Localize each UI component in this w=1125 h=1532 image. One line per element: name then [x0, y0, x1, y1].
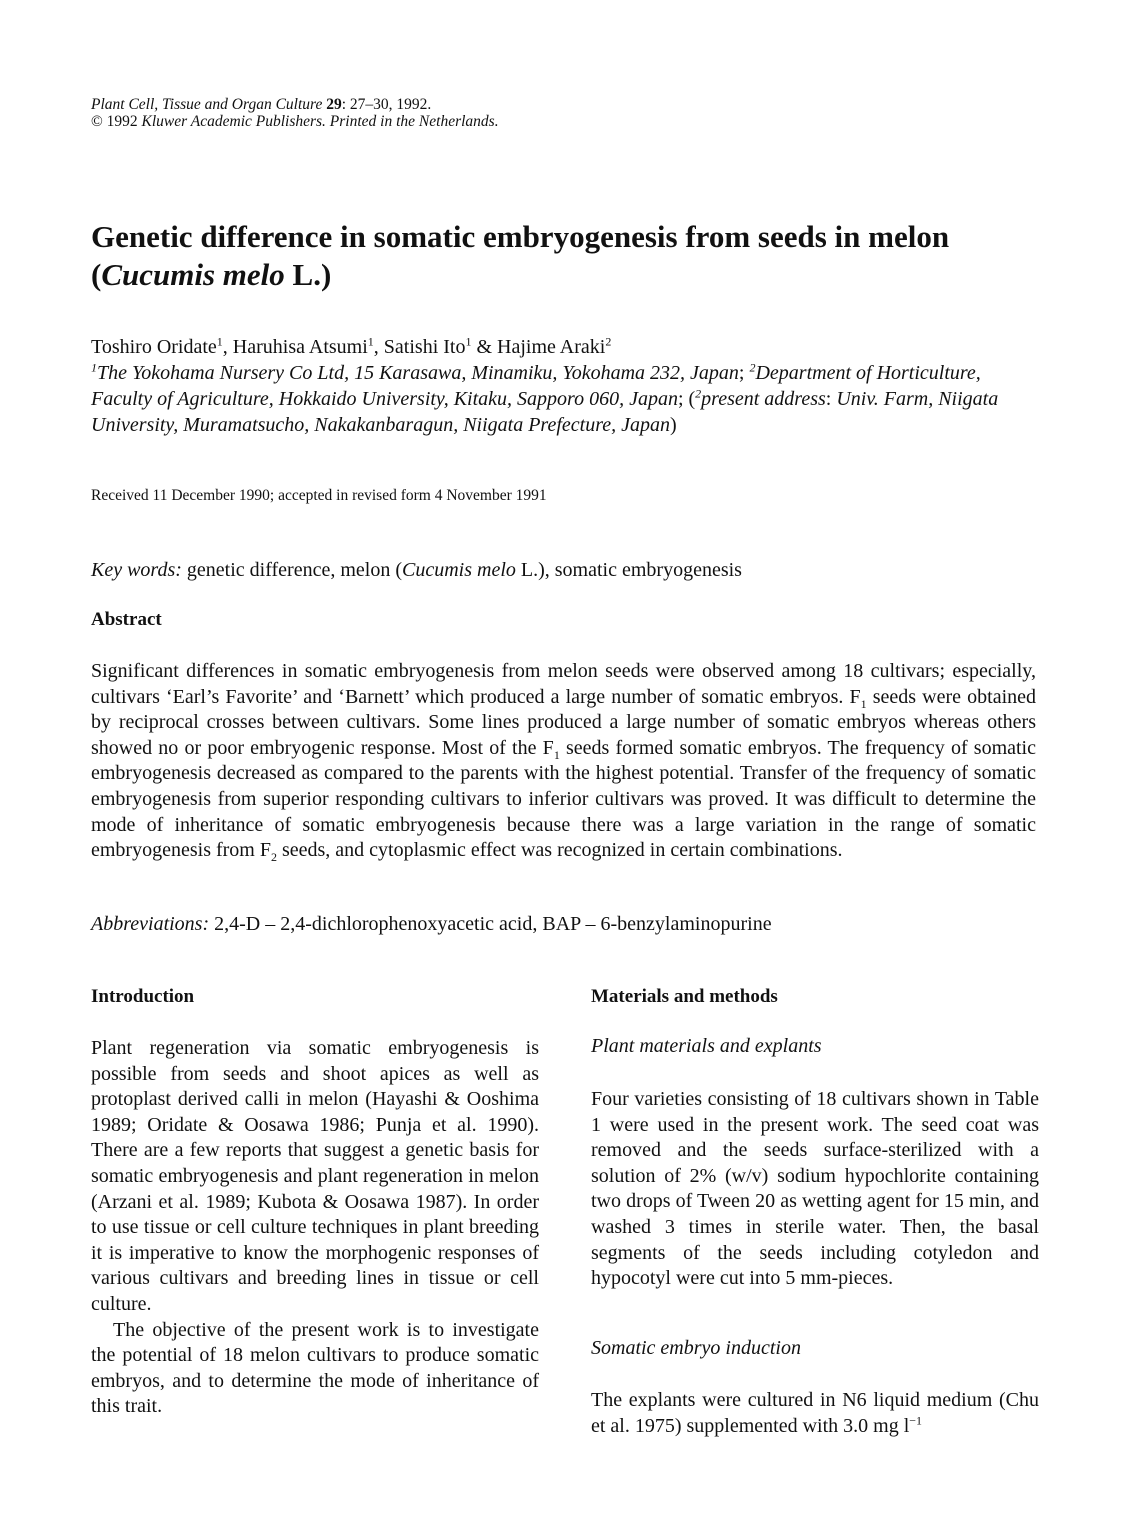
author-name: Toshiro Oridate — [91, 336, 217, 358]
affil-mark: 2 — [695, 386, 702, 401]
author-list — [91, 334, 1031, 360]
abbreviations-label: Abbreviations: — [91, 913, 210, 935]
title-close: L.) — [284, 257, 332, 292]
superscript: −1 — [909, 1412, 923, 1427]
keywords-label: Key words: — [91, 559, 182, 581]
author-name: & Hajime Araki — [471, 336, 606, 358]
author-block — [91, 334, 1031, 438]
methods-text: The explants were cultured in N6 liquid medium (Chu et al. 1975) supplemented with 3.0 mg l — [591, 1389, 1039, 1437]
affil-separator: ; — [738, 362, 750, 384]
author-name: , Satishi Ito — [373, 336, 466, 358]
methods-heading: Materials and methods — [591, 986, 778, 1007]
keywords-text: genetic difference, melon ( — [181, 559, 402, 581]
abstract-heading: Abstract — [91, 609, 162, 630]
abbreviations — [91, 912, 772, 936]
affil-mark: 2 — [749, 360, 756, 375]
subscript: 1 — [860, 696, 867, 711]
copyright-year: 1992 — [106, 113, 138, 130]
introduction-paragraph-2: The objective of the present work is to investigate the potential of 18 melon cultivars to produce somatic embryos, and to determine the mode of inheritance of this trait. — [91, 1318, 539, 1418]
title-line-1: Genetic difference in somatic embryogenesis from seeds in melon — [91, 219, 950, 254]
journal-volume: 29 — [326, 96, 342, 113]
journal-pages-year: : 27–30, 1992. — [341, 96, 432, 113]
abstract-text: Significant differences in somatic embryogenesis from melon seeds were observed among 18 cultivars; especially, cultivars ‘Earl’s Favorite’ and ‘Barnett’ which produced a large number of somatic embryos. F — [91, 660, 1036, 708]
journal-copyright-line — [91, 113, 499, 130]
abstract-text: seeds were obtained by reciprocal crosses between cultivars. Some lines produced a large number of somatic embryos whereas others showed no or poor embryogenic response. Most of the F — [91, 685, 1037, 759]
subscript: 2 — [270, 850, 277, 865]
present-address-label: present address — [701, 388, 826, 410]
affiliations — [91, 360, 1031, 438]
affiliation-1: The Yokohama Nursery Co Ltd, 15 Karasawa, Minamiku, Yokohama 232, Japan — [97, 362, 739, 384]
author-affil-mark: 1 — [465, 334, 472, 349]
affil-separator: ) — [670, 414, 677, 436]
abstract-text: seeds formed somatic embryos. The frequency of somatic embryogenesis decreased as compared to the parents with the highest potential. Transfer of the frequency of somatic embryogenesis from superior responding cultivars to inferior cultivars was proved. It was difficult to determine the mode of inheritance of somatic embryogenesis because there was a large variation in the range of somatic embryogenesis from F — [91, 736, 1036, 862]
present-address: Univ. Farm, Niigata University, Muramatsucho, Nakakanbaragun, Niigata Prefecture, Japan — [91, 388, 999, 436]
affil-separator: : — [825, 388, 837, 410]
title-open-paren: ( — [91, 257, 102, 292]
copyright-symbol: © — [91, 113, 103, 130]
keywords — [91, 558, 742, 582]
author-affil-mark: 2 — [605, 334, 612, 349]
methods-subheading-2: Somatic embryo induction — [591, 1337, 801, 1359]
journal-header — [91, 96, 499, 130]
publisher: Kluwer Academic Publishers. Printed in the Netherlands. — [141, 113, 499, 130]
affil-mark: 1 — [91, 360, 97, 375]
methods-subheading-1: Plant materials and explants — [591, 1035, 822, 1057]
article-title — [91, 218, 1051, 294]
introduction-body — [91, 1036, 539, 1420]
methods-paragraph-1 — [591, 1087, 1039, 1292]
title-species: Cucumis melo — [101, 257, 285, 292]
affil-separator: ; ( — [677, 388, 696, 410]
abbreviations-text: 2,4-D – 2,4-dichlorophenoxyacetic acid, BAP – 6-benzylaminopurine — [209, 913, 772, 935]
methods-paragraph-2 — [591, 1388, 1039, 1439]
author-affil-mark: 1 — [216, 334, 223, 349]
keywords-text: L.), somatic embryogenesis — [515, 559, 742, 581]
keywords-species: Cucumis melo — [402, 559, 516, 581]
author-name: , Haruhisa Atsumi — [222, 336, 368, 358]
introduction-paragraph-1: Plant regeneration via somatic embryogenesis is possible from seeds and shoot apices as well as protoplast derived calli in melon (Hayashi & Ooshima 1989; Oridate & Oosawa 1986; Punja et al. 1990). There are a few reports that suggest a genetic basis for somatic embryogenesis and plant regeneration in melon (Arzani et al. 1989; Kubota & Oosawa 1987). In order to use tissue or cell culture techniques in plant breeding it is imperative to know the morphogenic responses of various cultivars and breeding lines in tissue or cell culture. — [91, 1037, 539, 1315]
affiliation-2: Department of Horticulture, Faculty of Agriculture, Hokkaido University, Kitaku, Sapporo 060, Japan — [91, 362, 981, 410]
abstract-text: seeds, and cytoplasmic effect was recognized in certain combinations. — [276, 839, 843, 862]
journal-citation-line — [91, 96, 499, 113]
introduction-heading: Introduction — [91, 986, 195, 1007]
author-affil-mark: 1 — [367, 334, 374, 349]
methods-text: Four varieties consisting of 18 cultivars shown in Table 1 were used in the present work. The seed coat was removed and the seeds surface-sterilized with a solution of 2% (w/v) sodium hypochlorite containing two drops of Tween 20 as wetting agent for 15 min, and washed 3 times in sterile water. Then, the basal segments of the seeds including cotyledon and hypocotyl were cut into 5 mm-pieces. — [591, 1088, 1039, 1290]
received-dates: Received 11 December 1990; accepted in revised form 4 November 1991 — [91, 487, 547, 504]
journal-name: Plant Cell, Tissue and Organ Culture — [91, 96, 323, 113]
abstract-body — [91, 659, 1036, 864]
subscript: 1 — [553, 747, 560, 762]
